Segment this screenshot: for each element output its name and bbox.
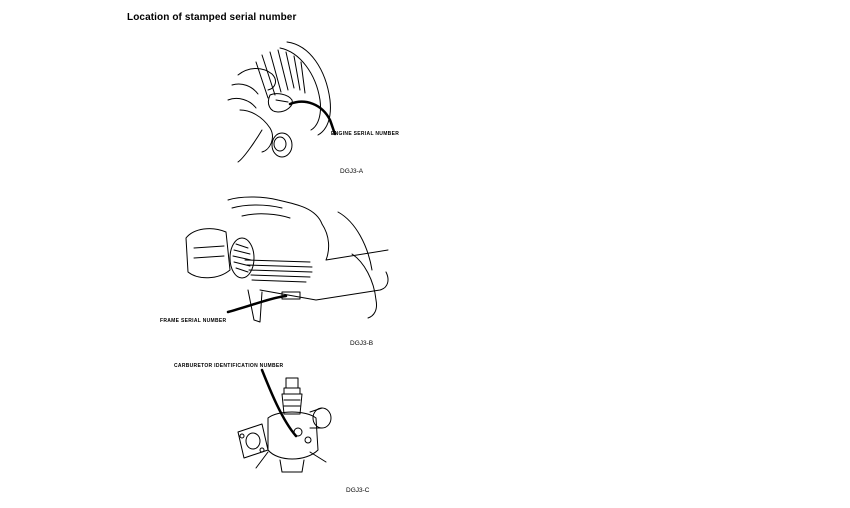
frame-figure-code: DGJ3-B bbox=[350, 340, 374, 347]
engine-serial-label: ENGINE SERIAL NUMBER bbox=[331, 131, 400, 137]
frame-serial-label: FRAME SERIAL NUMBER bbox=[160, 318, 227, 324]
engine-figure-code: DGJ3-A bbox=[340, 168, 364, 175]
page-title: Location of stamped serial number bbox=[127, 12, 297, 23]
carburetor-id-label: CARBURETOR IDENTIFICATION NUMBER bbox=[174, 363, 284, 369]
carburetor-figure-code: DGJ3-C bbox=[346, 487, 370, 494]
